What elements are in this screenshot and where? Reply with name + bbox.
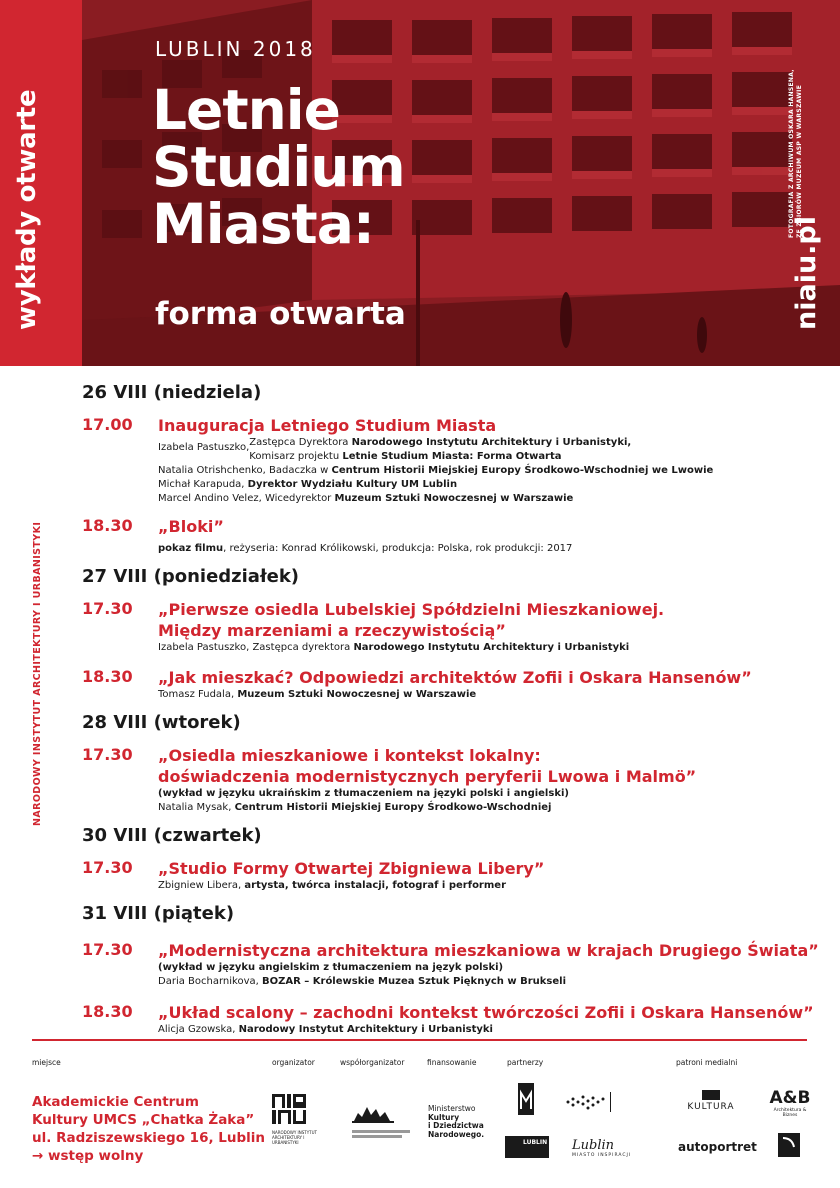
label-organizer: organizator	[272, 1058, 315, 1067]
speaker-institution: Muzeum Sztuki Nowoczesnej w Warszawie	[237, 689, 477, 700]
event-title-line: „Pierwsze osiedla Lubelskiej Spółdzielni Mieszkaniowej.	[158, 600, 665, 619]
event-speakers	[158, 436, 822, 506]
event-details	[158, 801, 822, 815]
venue-line: ul. Radziszewskiego 16, Lublin	[32, 1130, 266, 1146]
coorganizer-text-line	[352, 1135, 402, 1138]
partner-logo-lublin-city	[572, 1138, 644, 1158]
speaker-institution: BOZAR – Królewskie Muzea Sztuk Pięknych w Brukseli	[261, 976, 566, 987]
speaker-entry	[158, 464, 822, 478]
event-title: „Jak mieszkać? Odpowiedzi architektów Zofii i Oskara Hansenów”	[158, 668, 752, 687]
event-time: 17.00	[82, 415, 133, 434]
venue-address	[32, 1093, 265, 1165]
day-heading: 31 VIII (piątek)	[82, 903, 235, 924]
speaker-institution: Centrum Historii Miejskiej Europy Środkowo-Wschodniej we Lwowie	[331, 465, 714, 476]
language-note: (wykład w języku ukraińskim z tłumaczeniem na języki polski i angielski)	[158, 788, 569, 799]
tvp-icon	[702, 1090, 720, 1100]
event	[82, 516, 822, 556]
free-entry-note: → wstęp wolny	[32, 1148, 144, 1164]
event-time: 18.30	[82, 667, 133, 686]
venue-line: Akademickie Centrum	[32, 1094, 199, 1110]
coorganizer-text-line	[352, 1130, 410, 1133]
speaker-institution: Muzeum Sztuki Nowoczesnej w Warszawie	[334, 493, 574, 504]
ministry-line: Ministerstwo	[428, 1104, 476, 1113]
speaker-institution: Dyrektor Wydziału Kultury UM Lublin	[247, 479, 458, 490]
coorganizer-logo	[352, 1103, 410, 1138]
speaker-institution: Narodowego Instytutu Architektury i Urbanistyki,	[351, 437, 632, 448]
label-venue: miejsce	[32, 1058, 61, 1067]
event-details	[158, 641, 822, 655]
side-title: wykłady otwarte	[12, 89, 42, 330]
speaker-roles	[249, 436, 631, 464]
event-note	[158, 961, 822, 975]
main-title-line: Studium	[152, 135, 405, 199]
event-title-line: doświadczenia modernistycznych peryferii Lwowa i Malmö”	[158, 767, 697, 786]
day-heading: 27 VIII (poniedziałek)	[82, 566, 300, 587]
niaiu-logo-mark	[272, 1094, 314, 1126]
language-note: (wykład w języku angielskim z tłumaczeniem na język polski)	[158, 962, 504, 973]
city-year: LUBLIN 2018	[155, 37, 316, 61]
speaker-role: Michał Karapuda,	[158, 479, 248, 490]
niaiu-logo	[272, 1094, 320, 1145]
event-time: 17.30	[82, 858, 133, 877]
event	[82, 599, 822, 655]
museum-m-icon	[518, 1083, 534, 1115]
event-details	[158, 542, 822, 556]
label-coorganizer: współorganizator	[340, 1058, 405, 1067]
event-time: 17.30	[82, 940, 133, 959]
label-partners: partnerzy	[507, 1058, 544, 1067]
speaker-role: Natalia Otrishchenko, Badaczka w	[158, 465, 332, 476]
event-title: Inauguracja Letniego Studium Miasta	[158, 416, 497, 435]
label-funding: finansowanie	[427, 1058, 477, 1067]
event-title-line: Między marzeniami a rzeczywistością”	[158, 621, 506, 640]
day-heading: 30 VIII (czwartek)	[82, 825, 262, 846]
partner-logo-lublin-box	[505, 1136, 549, 1158]
main-title-line: Letnie	[152, 78, 340, 142]
lublin-city-tagline: MIASTO INSPIRACJI	[572, 1153, 632, 1158]
site-url-link[interactable]: niaiu.pl	[791, 215, 822, 330]
event-title: „Układ scalony – zachodni kontekst twórczości Zofii i Oskara Hansenów”	[158, 1003, 814, 1022]
speaker-role: Natalia Mysak,	[158, 802, 235, 813]
speaker-entry	[158, 492, 822, 506]
photo-credit	[788, 8, 804, 238]
media-logo-asb	[766, 1088, 814, 1118]
ministry-line: Narodowego.	[428, 1129, 485, 1139]
speaker-role: Daria Bocharnikova,	[158, 976, 262, 987]
event-note	[158, 787, 822, 801]
side-organization: NARODOWY INSTYTUT ARCHITEKTURY I URBANISTYKI	[32, 521, 43, 826]
program	[82, 382, 822, 1037]
poster-header	[0, 0, 840, 366]
event-details	[158, 1023, 822, 1037]
event-time: 17.30	[82, 599, 133, 618]
venue-line: Kultury UMCS „Chatka Żaka”	[32, 1112, 255, 1128]
speaker-role: Izabela Pastuszko, Zastępca dyrektora	[158, 642, 354, 653]
event-details	[158, 688, 822, 702]
photo-credit-line: ZE ZBIORÓW MUZEUM ASP W WARSZAWIE	[796, 84, 803, 238]
subtitle: forma otwarta	[155, 296, 406, 332]
event-details	[158, 879, 822, 893]
event	[82, 745, 822, 815]
partner-logo-centrum	[564, 1090, 620, 1118]
speaker-institution: Centrum Historii Miejskiej Europy Środkowo-Wschodniej	[234, 802, 552, 813]
speaker-name: Izabela Pastuszko,	[158, 442, 250, 453]
speaker-institution: artysta, twórca instalacji, fotograf i performer	[244, 880, 506, 891]
niaiu-logo-text: NARODOWY INSTYTUT ARCHITEKTURY I URBANISTYKI	[272, 1130, 317, 1145]
event-details	[158, 975, 822, 989]
speaker-role: Komisarz projektu	[249, 451, 343, 462]
event	[82, 858, 822, 893]
photo-credit-line: FOTOGRAFIA Z ARCHIWUM OSKARA HANSENA,	[788, 69, 795, 238]
event-title: „Modernistyczna architektura mieszkaniowa w krajach Drugiego Świata”	[158, 941, 819, 960]
castle-icon	[352, 1103, 396, 1123]
event-time: 18.30	[82, 516, 133, 535]
label-media-patrons: patroni medialni	[676, 1058, 738, 1067]
speaker-institution: Narodowy Instytut Architektury i Urbanistyki	[238, 1024, 493, 1035]
ministry-line: i Dziedzictwa	[428, 1121, 484, 1130]
event	[82, 940, 822, 989]
footer-divider	[32, 1039, 807, 1041]
event	[82, 1002, 822, 1037]
day-heading: 28 VIII (wtorek)	[82, 712, 241, 733]
event	[82, 415, 822, 506]
event	[82, 667, 822, 702]
main-title-line: Miasta:	[152, 192, 374, 256]
speaker-role: Zbigniew Libera,	[158, 880, 245, 891]
speaker-role: Zastępca Dyrektora	[249, 437, 352, 448]
ministry-logo	[428, 1105, 488, 1139]
event-title: „Bloki”	[158, 517, 224, 536]
speaker-role: Tomasz Fudala,	[158, 689, 238, 700]
event-info: , reżyseria: Konrad Królikowski, produkcja: Polska, rok produkcji: 2017	[223, 543, 573, 554]
radio-icon	[778, 1133, 800, 1157]
event-title-line: „Osiedla mieszkaniowe i kontekst lokalny:	[158, 746, 541, 765]
partner-logo-museum	[518, 1083, 534, 1119]
event-title: „Studio Formy Otwartej Zbigniewa Libery”	[158, 859, 545, 878]
speaker-entry	[158, 436, 822, 464]
asb-wordmark: A&B	[769, 1088, 811, 1108]
speaker-institution: Letnie Studium Miasta: Forma Otwarta	[342, 451, 562, 462]
event-time: 18.30	[82, 1002, 133, 1021]
media-logo-radio	[778, 1133, 800, 1161]
day-heading: 26 VIII (niedziela)	[82, 382, 262, 403]
event-time: 17.30	[82, 745, 133, 764]
lublin-city-wordmark: Lublin	[572, 1138, 615, 1153]
speaker-institution: Narodowego Instytutu Architektury i Urbanistyki	[353, 642, 630, 653]
media-logo-tvp-kultura	[685, 1090, 737, 1112]
asb-tagline: Architektura & Biznes	[773, 1108, 807, 1118]
main-title	[152, 78, 405, 256]
speaker-role: Marcel Andino Velez, Wicedyrektor	[158, 493, 335, 504]
speaker-role: Alicja Gzowska,	[158, 1024, 239, 1035]
media-logo-autoportret: autoportret	[678, 1140, 757, 1154]
dots-map-icon	[564, 1090, 620, 1114]
ministry-line: Kultury	[428, 1112, 460, 1122]
event-type: pokaz filmu	[158, 543, 224, 554]
speaker-entry	[158, 478, 822, 492]
tvp-kultura-wordmark: KULTURA	[687, 1102, 735, 1112]
lublin-box-text: LUBLIN	[505, 1136, 549, 1158]
